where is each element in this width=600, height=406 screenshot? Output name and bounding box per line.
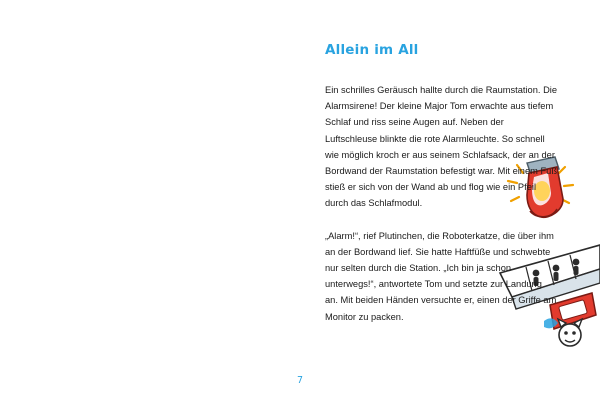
body-paragraph: Ein schrilles Geräusch hallte durch die Raumstation. Die Alarmsirene! Der kleine Major Tom erwachte aus tiefem Schlaf und riss seine Augen auf. Neben der Luftschleuse blinkte die rote Alarmleuchte. So schnell wie möglich kroch er aus seinem Schlafsack, der an der Bordwand der Raumstation befestigt war. Mit einem Fuß stieß er sich von der Wand ab und flog wie ein Pfeil durch das Schlafmodul. bbox=[325, 85, 558, 209]
page-number: 7 bbox=[296, 375, 304, 386]
body-paragraph: „Alarm!“, rief Plutinchen, die Roboterkatze, die über ihm an der Bordwand lief. Sie hatte Haftfüße und schwebte nur selten durch die Station. „Ich bin ja schon unterwegs!“, antwortete Tom und setzte zur Landung an. Mit beiden Händen versuchte er, einen der Griffe am Monitor zu packen. bbox=[325, 230, 557, 322]
chapter-title: Allein im All bbox=[325, 42, 419, 58]
page-text-column bbox=[325, 42, 557, 325]
